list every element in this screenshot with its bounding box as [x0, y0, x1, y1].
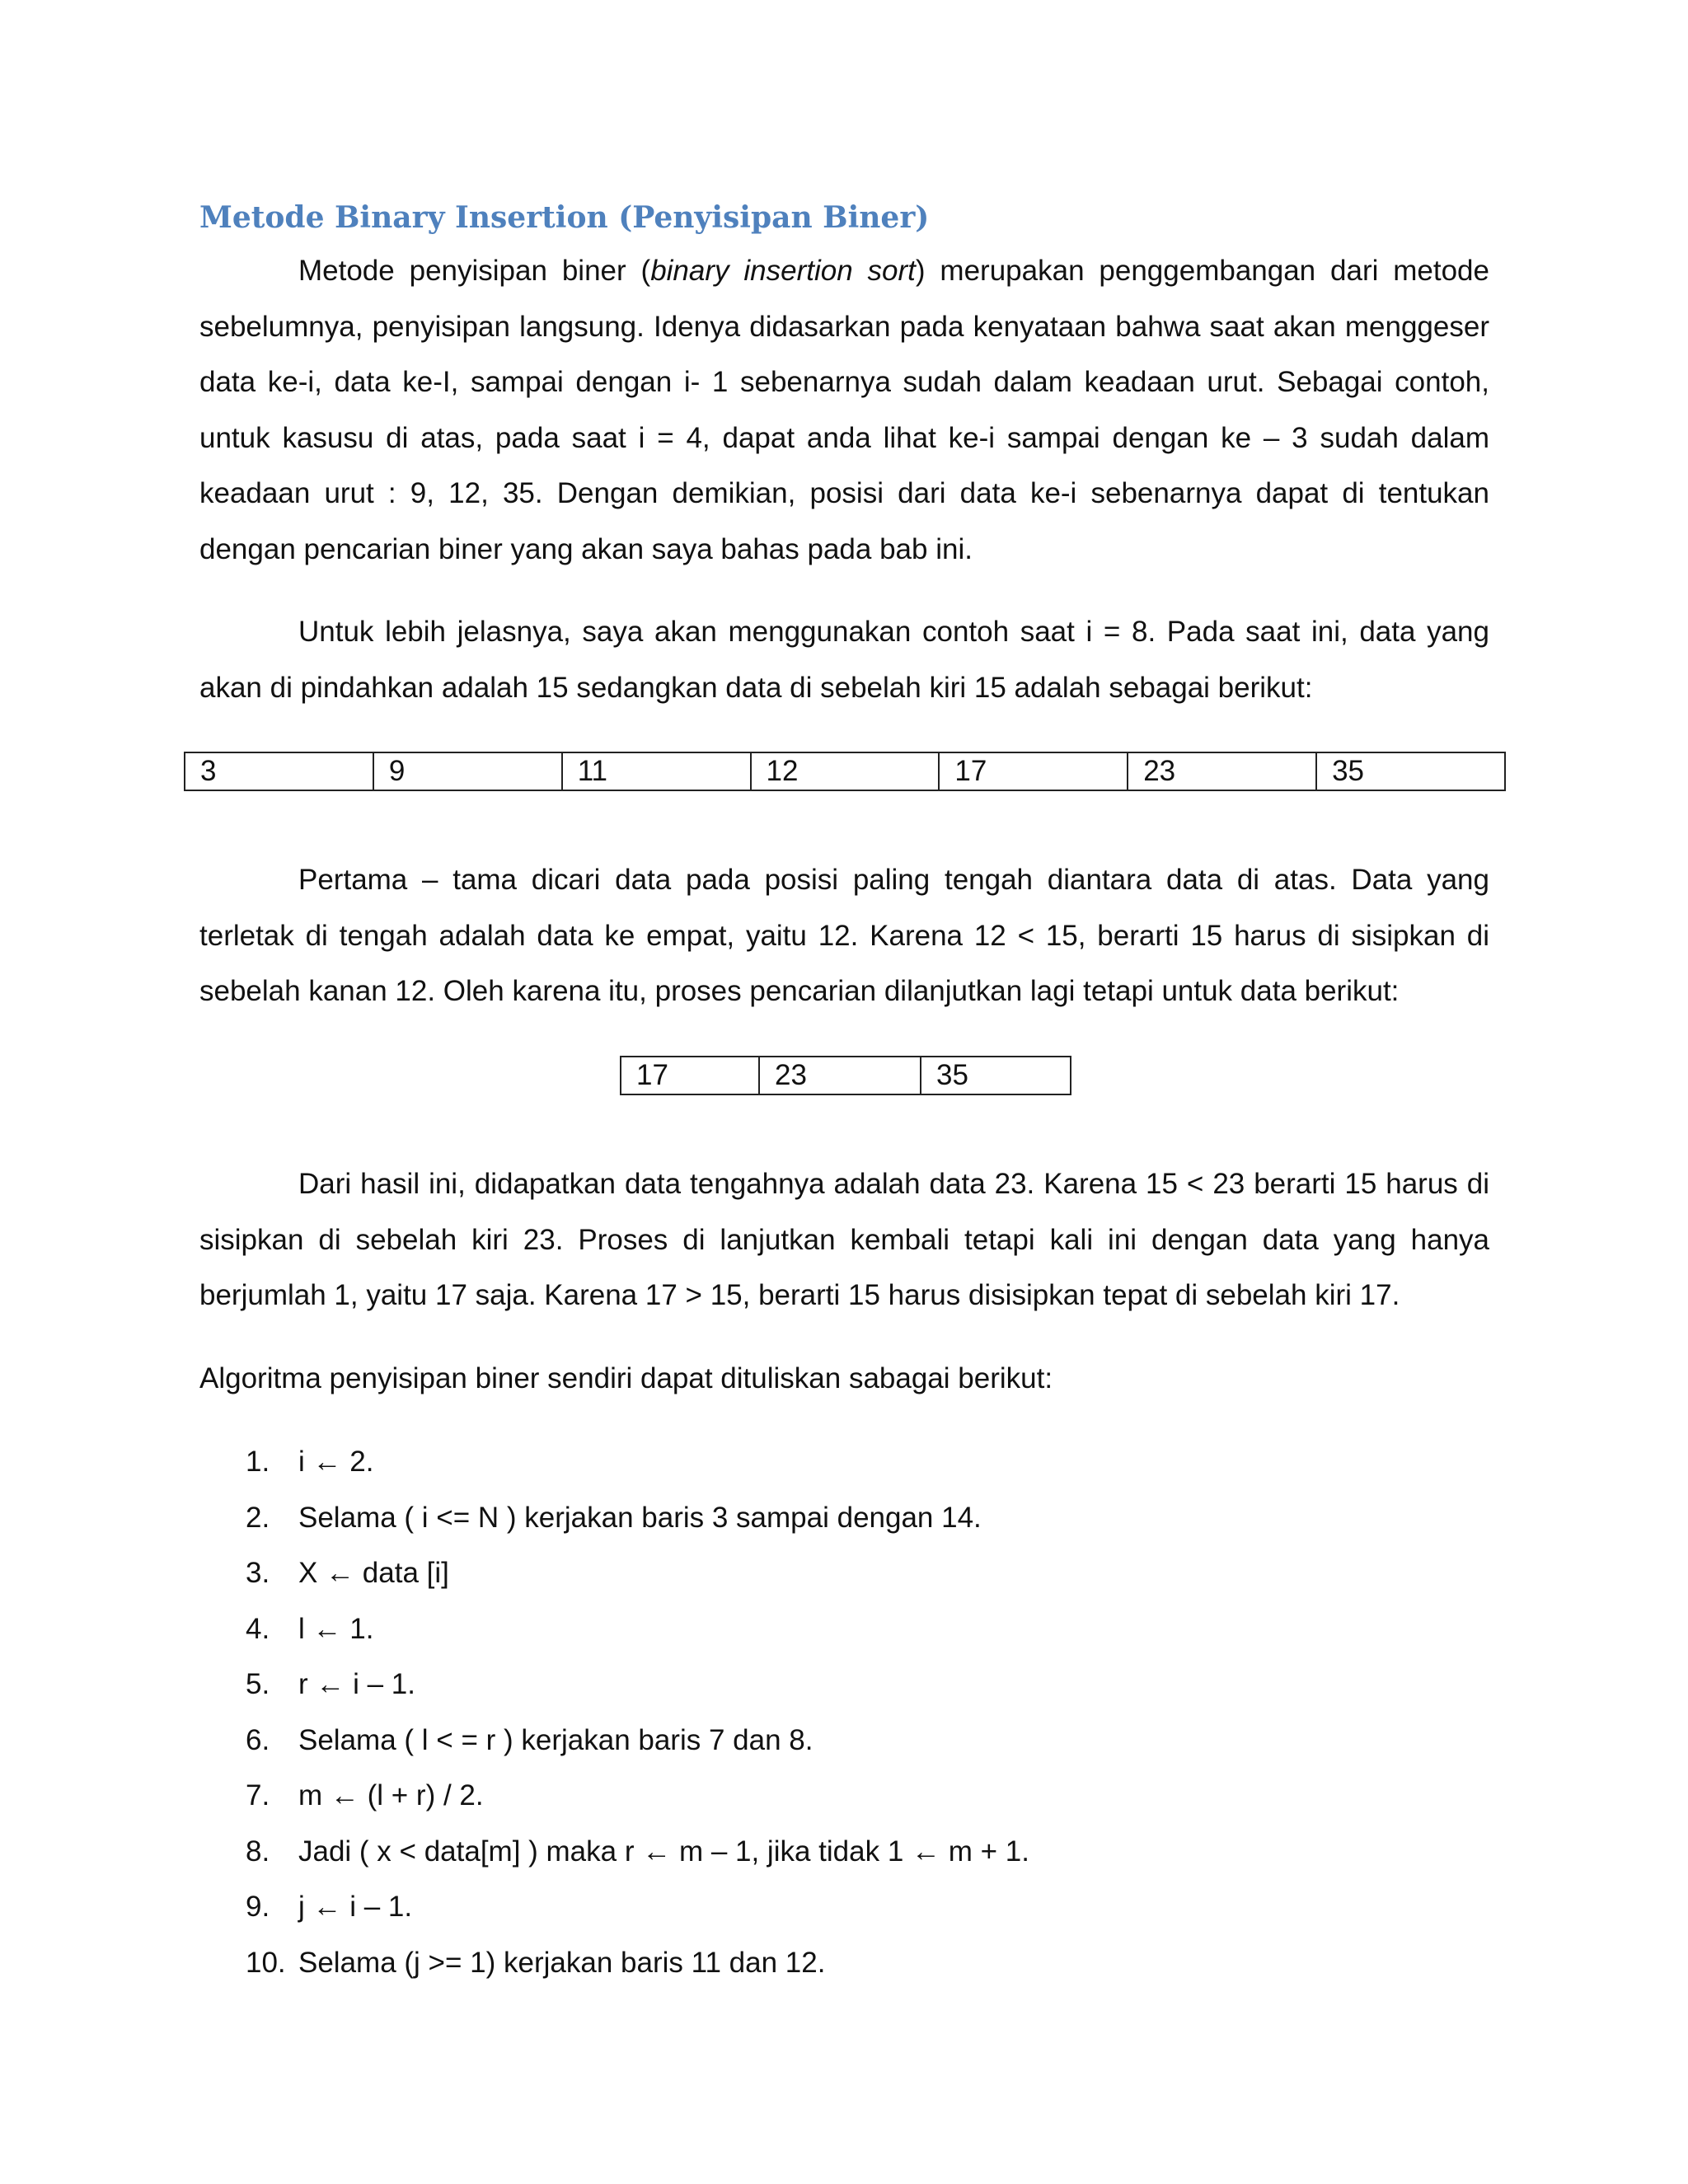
paragraph-example: Untuk lebih jelasnya, saya akan menggunakan contoh saat i = 8. Pada saat ini, data yang akan di pindahkan adalah 15 sedangkan data di sebelah kiri 15 adalah sebagai berikut: — [199, 616, 1489, 704]
data-table-subset — [620, 1056, 1071, 1095]
list-item — [199, 1879, 1029, 1935]
list-item — [199, 1713, 1029, 1769]
paragraph-first-step: Pertama – tama dicari data pada posisi paling tengah diantara data di atas. Data yang terletak di tengah adalah data ke empat, yaitu 12. Karena 12 < 15, berarti 15 harus di sisipkan di sebelah kanan 12. Oleh karena itu, proses pencarian dilanjutkan lagi tetapi untuk data berikut: — [199, 864, 1489, 1007]
table-row — [621, 1057, 1071, 1094]
algorithm-steps — [199, 1434, 1029, 1990]
list-item — [199, 1545, 1029, 1601]
list-item — [199, 1601, 1029, 1657]
table-cell: 23 — [759, 1057, 921, 1094]
paragraph-intro — [199, 243, 1489, 577]
list-item — [199, 1768, 1029, 1824]
table-cell: 23 — [1128, 752, 1316, 790]
step-number: 10. — [246, 1946, 286, 1979]
list-item — [199, 1824, 1029, 1880]
data-table-full — [184, 752, 1506, 791]
paragraph-intro-rest: ) merupakan penggembangan dari metode sebelumnya, penyisipan langsung. Idenya didasarkan pada kenyataan bahwa saat akan menggeser data ke-i, data ke-I, sampai dengan i- 1 sebenarnya sudah dalam keadaan urut. Sebagai contoh, untuk kasusu di atas, pada saat i = 4, dapat anda lihat ke-i sampai dengan ke – 3 sudah dalam keadaan urut : 9, 12, 35. Dengan demikian, posisi dari data ke-i sebenarnya dapat di tentukan dengan pencarian biner yang akan saya bahas pada bab ini. — [199, 255, 1489, 565]
section-heading: Metode Binary Insertion (Penyisipan Biner) — [199, 200, 930, 235]
paragraph-result: Dari hasil ini, didapatkan data tengahnya adalah data 23. Karena 15 < 23 berarti 15 harus di sisipkan di sebelah kiri 23. Proses di lanjutkan kembali tetapi kali ini dengan data yang hanya berjumlah 1, yaitu 17 saja. Karena 17 > 15, berarti 15 harus disisipkan tepat di sebelah kiri 17. — [199, 1168, 1489, 1311]
table-cell: 11 — [562, 752, 751, 790]
table-cell: 35 — [921, 1057, 1071, 1094]
step-number: 1. — [246, 1446, 270, 1478]
step-text: Jadi ( x < data[m] ) maka r ← m – 1, jika tidak 1 ← m + 1. — [298, 1835, 1029, 1868]
step-number: 7. — [246, 1779, 270, 1811]
step-text: r ← i – 1. — [298, 1668, 415, 1700]
step-text: Selama ( i <= N ) kerjakan baris 3 sampai dengan 14. — [298, 1501, 982, 1534]
step-number: 6. — [246, 1723, 270, 1756]
step-number: 2. — [246, 1501, 270, 1534]
table-row — [185, 752, 1505, 790]
step-text: Selama ( l < = r ) kerjakan baris 7 dan 8. — [298, 1723, 814, 1756]
paragraph-intro-italic: binary insertion sort — [650, 255, 916, 287]
list-item — [199, 1935, 1029, 1991]
table-cell: 17 — [939, 752, 1128, 790]
list-item — [199, 1490, 1029, 1546]
step-text: i ← 2. — [298, 1446, 374, 1478]
table-cell: 12 — [751, 752, 940, 790]
list-item — [199, 1657, 1029, 1713]
step-text: X ← data [i] — [298, 1557, 449, 1589]
step-number: 5. — [246, 1668, 270, 1700]
table-cell: 3 — [185, 752, 373, 790]
step-number: 9. — [246, 1891, 270, 1923]
table-cell: 9 — [373, 752, 562, 790]
step-text: j ← i – 1. — [298, 1891, 413, 1923]
step-number: 3. — [246, 1557, 270, 1589]
table-cell: 17 — [621, 1057, 759, 1094]
paragraph-intro-start: Metode penyisipan biner ( — [298, 255, 651, 287]
step-number: 4. — [246, 1612, 270, 1645]
step-text: Selama (j >= 1) kerjakan baris 11 dan 12. — [298, 1946, 826, 1979]
step-number: 8. — [246, 1835, 270, 1868]
table-cell: 35 — [1316, 752, 1505, 790]
step-text: m ← (l + r) / 2. — [298, 1779, 484, 1811]
paragraph-algorithm-intro: Algoritma penyisipan biner sendiri dapat dituliskan sabagai berikut: — [199, 1362, 1053, 1394]
list-item — [199, 1434, 1029, 1490]
step-text: l ← 1. — [298, 1612, 374, 1645]
